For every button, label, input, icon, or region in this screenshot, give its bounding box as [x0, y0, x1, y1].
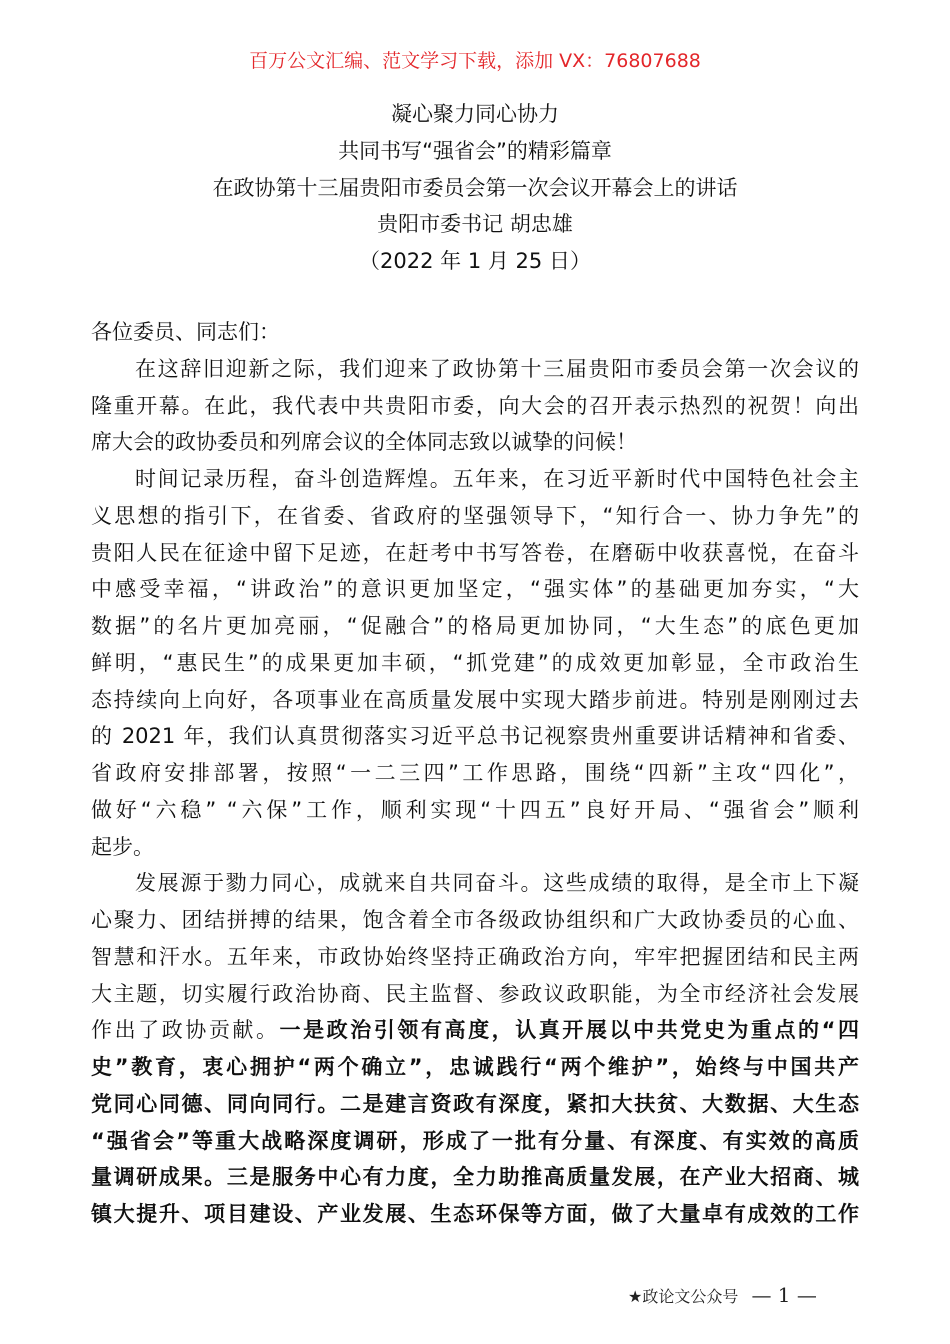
text-line	[91, 351, 859, 388]
text: 席大会的政协委员和列席会议的全体同志致以诚挚的问候！	[91, 430, 637, 455]
text-line	[91, 682, 859, 719]
text: 各位委员、同志们：	[91, 320, 280, 344]
text-line	[91, 902, 859, 939]
text-line	[91, 1196, 859, 1233]
text: 省政府安排部署，按照“一二三四”工作思路，围绕“四新”主攻“四化”，	[91, 761, 859, 785]
text-line	[91, 424, 859, 461]
text: 作出了政协贡献。	[91, 1018, 280, 1043]
text-line	[91, 1086, 859, 1123]
text: 贵阳人民在征途中留下足迹，在赶考中书写答卷，在磨砺中收获喜悦，在奋斗	[91, 540, 859, 565]
text-line	[91, 314, 859, 351]
text: 时间记录历程，奋斗创造辉煌。五年来，在习近平新时代中国特色社会主	[135, 467, 859, 491]
text: 心聚力、团结拼搏的结果，饱含着全市各级政协组织和广大政协委员的心血、	[91, 908, 859, 932]
subtitle: 共同书写“强省会”的精彩篇章	[338, 138, 612, 163]
speaker: 贵阳市委书记 胡忠雄	[377, 212, 573, 237]
text: 义思想的指引下，在省委、省政府的坚强领导下，“知行合一、协力争先”的	[91, 503, 859, 528]
text-line	[91, 1049, 859, 1086]
text-line	[91, 645, 859, 682]
text-line	[91, 755, 859, 792]
text-line	[91, 792, 859, 829]
text-line	[91, 1123, 859, 1160]
title-block	[0, 96, 950, 280]
text: 起步。	[91, 834, 154, 859]
bold-text: “强省会”等重大战略深度调研，形成了一批有分量、有深度、有实效的高质	[91, 1128, 859, 1153]
text: 发展源于勠力同心，成就来自共同奋斗。这些成绩的取得，是全市上下凝	[135, 871, 859, 896]
text-line	[91, 461, 859, 498]
text: 大主题，切实履行政治协商、民主监督、参政议政职能，为全市经济社会发展	[91, 981, 859, 1006]
text: 的 2021 年，我们认真贯彻落实习近平总书记视察贵州重要讲话精神和省委、	[91, 724, 859, 749]
speech-body	[91, 314, 859, 1233]
main-title: 凝心聚力同心协力	[391, 102, 559, 126]
text: 智慧和汗水。五年来，市政协始终坚持正确政治方向，牢牢把握团结和民主两	[91, 944, 859, 969]
bold-text: 镇大提升、项目建设、产业发展、生态环保等方面，做了大量卓有成效的工作	[91, 1202, 859, 1226]
text-line	[91, 1012, 859, 1049]
footer-source: ★政论文公众号	[628, 1287, 739, 1306]
text: 鲜明，“惠民生”的成果更加丰硕，“抓党建”的成效更加彰显，全市政治生	[91, 650, 859, 675]
text-line	[91, 829, 859, 866]
text-line	[91, 608, 859, 645]
bold-text: 一是政治引领有高度，认真开展以中共党史为重点的“四	[279, 1018, 859, 1043]
bold-text: 量调研成果。三是服务中心有力度，全力助推高质量发展，在产业大招商、城	[91, 1165, 859, 1190]
bold-text: 党同心同德、同向同行。二是建言资政有深度，紧扣大扶贫、大数据、大生态	[91, 1091, 859, 1116]
text-line	[91, 976, 859, 1013]
text: 态持续向上向好，各项事业在高质量发展中实现大踏步前进。特别是刚刚过去	[91, 687, 859, 712]
text-line	[91, 571, 859, 608]
text: 在这辞旧迎新之际，我们迎来了政协第十三届贵阳市委员会第一次会议的	[135, 356, 859, 381]
text: 隆重开幕。在此，我代表中共贵阳市委，向大会的召开表示热烈的祝贺！向出	[91, 393, 859, 418]
speech-occasion: 在政协第十三届贵阳市委员会第一次会议开幕会上的讲话	[212, 175, 738, 200]
text-line	[91, 865, 859, 902]
watermark-banner: 百万公文汇编、范文学习下载，添加 VX：76807688	[249, 50, 701, 72]
bold-text: 史”教育，衷心拥护“两个确立”，忠诚践行“两个维护”，始终与中国共产	[91, 1055, 859, 1079]
speech-date: （2022 年 1 月 25 日）	[359, 249, 591, 274]
text-line	[91, 1159, 859, 1196]
text-line	[91, 498, 859, 535]
text-line	[91, 388, 859, 425]
page-footer	[628, 1283, 817, 1307]
text: 中感受幸福，“讲政治”的意识更加坚定，“强实体”的基础更加夯实，“大	[91, 577, 859, 602]
text: 做好“六稳” “六保”工作，顺利实现“十四五”良好开局、“强省会”顺利	[91, 797, 859, 822]
text-line	[91, 535, 859, 572]
text-line	[91, 718, 859, 755]
text: 数据”的名片更加亮丽，“促融合”的格局更加协同，“大生态”的底色更加	[91, 614, 859, 638]
text-line	[91, 939, 859, 976]
page-number: — 1 —	[751, 1283, 817, 1307]
